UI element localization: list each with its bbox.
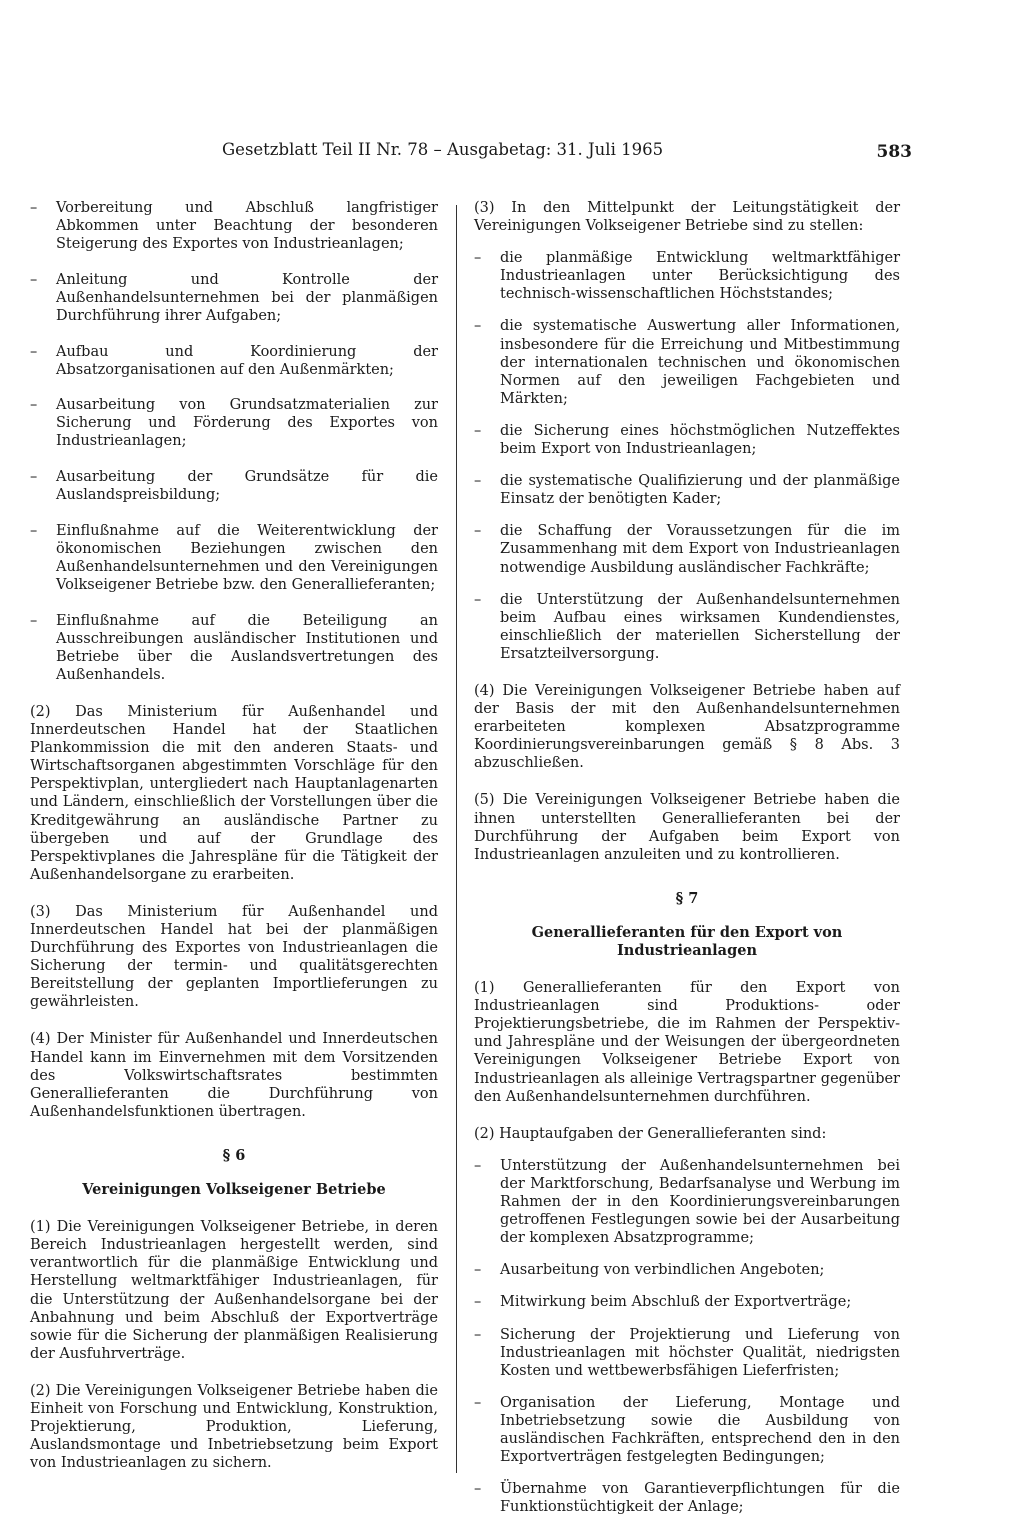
section-7-paragraph-2-intro: (2) Hauptaufgaben der Generallieferanten sind: bbox=[474, 1125, 827, 1142]
right-column bbox=[474, 199, 900, 1516]
paragraph-4: (4) Die Vereinigungen Volkseigener Betriebe haben auf der Basis der mit den Außenhandelsunternehmen erarbeiteten komplexen Absatzprogramme Koordinierungsvereinbarungen gemäß § 8 Abs. 3 abzuschließen. bbox=[474, 682, 900, 772]
header-title: Gesetzblatt Teil II Nr. 78 – Ausgabetag: 31. Juli 1965 bbox=[222, 140, 664, 159]
list-item: – Anleitung und Kontrolle der Außenhandelsunternehmen bei der planmäßigen Durchführung ihrer Aufgaben; bbox=[30, 271, 438, 324]
section-6-paragraph-2: (2) Die Vereinigungen Volkseigener Betriebe haben die Einheit von Forschung und Entwicklung, Konstruktion, Projektierung, Produktion, Lieferung, Auslandsmontage und Inbetriebsetzung beim Export von Industrieanlagen zu sichern. bbox=[30, 1382, 438, 1472]
section-7-title: Generallieferanten für den Export von Industrieanlagen bbox=[531, 923, 843, 959]
page-header bbox=[222, 140, 912, 166]
list-item: – Übernahme von Garantieverpflichtungen für die Funktionstüchtigkeit der Anlage; bbox=[474, 1481, 900, 1516]
list-item: – Ausarbeitung von verbindlichen Angeboten; bbox=[474, 1262, 825, 1279]
list-item: – Organisation der Lieferung, Montage und Inbetriebsetzung sowie die Ausbildung von ausländischen Fachkräften, entsprechend den in den Exportverträgen festgelegten Bedingungen; bbox=[474, 1394, 900, 1466]
column-divider bbox=[456, 205, 457, 1473]
paragraph-3: (3) Das Ministerium für Außenhandel und Innerdeutschen Handel hat bei der planmäßigen Durchführung des Exportes von Industrieanlagen die Sicherung der termin- und qualitätsgerechten Bereitstellung der geplanten Importlieferungen zu gewährleisten. bbox=[30, 903, 438, 1011]
list-item: – die systematische Qualifizierung und der planmäßige Einsatz der benötigten Kader; bbox=[474, 473, 900, 508]
list-item: – die Unterstützung der Außenhandelsunternehmen beim Aufbau eines wirksamen Kundendienstes, einschließlich der materiellen Sicherstellung der Ersatzteilversorgung. bbox=[474, 591, 900, 662]
list-item: – Einflußnahme auf die Weiterentwicklung der ökonomischen Beziehungen zwischen den Außenhandelsunternehmen und den Vereinigungen Volkseigener Betriebe bzw. den Generallieferanten; bbox=[30, 522, 438, 593]
left-column bbox=[30, 199, 438, 1472]
paragraph-5: (5) Die Vereinigungen Volkseigener Betriebe haben die ihnen unterstellten Generallieferanten bei der Durchführung der Aufgaben beim Export von Industrieanlagen anzuleiten und zu kontrollieren. bbox=[474, 792, 900, 863]
section-6-paragraph-1: (1) Die Vereinigungen Volkseigener Betriebe, in deren Bereich Industrieanlagen hergestellt werden, sind verantwortlich für die planmäßige Entwicklung und Herstellung weltmarktfähiger Industrieanlagen, für die Unterstützung der Außenhandelsorgane bei der Anbahnung und beim Abschluß der Exportverträge sowie für die Sicherung der planmäßigen Realisierung der Ausfuhrverträge. bbox=[30, 1219, 438, 1362]
list-item: – Sicherung der Projektierung und Lieferung von Industrieanlagen mit höchster Qualität, niedrigsten Kosten und wettbewerbsfähigen Lieferfristen; bbox=[474, 1326, 900, 1379]
list-item: – die Sicherung eines höchstmöglichen Nutzeffektes beim Export von Industrieanlagen; bbox=[474, 422, 900, 458]
section-7-mark: § 7 bbox=[675, 889, 699, 907]
list-item: – die planmäßige Entwicklung weltmarktfähiger Industrieanlagen unter Berücksichtigung des technisch-wissenschaftlichen Höchststandes; bbox=[474, 250, 900, 303]
section-7-paragraph-1: (1) Generallieferanten für den Export von Industrieanlagen sind Produktions- oder Projektierungsbetriebe, die im Rahmen der Perspektiv- und Jahrespläne und der Weisungen der übergeordneten Vereinigungen Volkseigener Betriebe Export von Industrieanlagen als alleinige Vertragspartner gegenüber den Außenhandelsunternehmen durchführen. bbox=[474, 980, 900, 1105]
list-item: – Mitwirkung beim Abschluß der Exportverträge; bbox=[474, 1294, 852, 1311]
section-6-mark: § 6 bbox=[222, 1146, 246, 1164]
paragraph-4: (4) Der Minister für Außenhandel und Innerdeutschen Handel kann im Einvernehmen mit dem Vorsitzenden des Volkswirtschaftsrates bestimmten Generallieferanten die Durchführung von Außenhandelsfunktionen übertragen. bbox=[30, 1031, 438, 1120]
paragraph-3-intro: (3) In den Mittelpunkt der Leitungstätigkeit der Vereinigungen Volkseigener Betriebe sind zu stellen: bbox=[474, 200, 900, 235]
list-item: – Aufbau und Koordinierung der Absatzorganisationen auf den Außenmärkten; bbox=[30, 343, 438, 378]
list-item: – die systematische Auswertung aller Informationen, insbesondere für die Erreichung und Mitbestimmung der internationalen technischen und ökonomischen Normen auf den jeweiligen Fachgebieten und Märkten; bbox=[474, 318, 900, 407]
list-item: – Ausarbeitung der Grundsätze für die Auslandspreisbildung; bbox=[30, 469, 438, 504]
list-item: – Vorbereitung und Abschluß langfristiger Abkommen unter Beachtung der besonderen Steigerung des Exportes von Industrieanlagen; bbox=[30, 200, 438, 253]
page-number: 583 bbox=[876, 142, 912, 162]
list-item: – Ausarbeitung von Grundsatzmaterialien zur Sicherung und Förderung des Exportes von Industrieanlagen; bbox=[30, 397, 438, 450]
paragraph-2: (2) Das Ministerium für Außenhandel und Innerdeutschen Handel hat der Staatlichen Plankommission die mit den anderen Staats- und Wirtschaftsorganen abgestimmten Vorschläge für den Perspektivplan, untergliedert nach Hauptanlagenarten und Ländern, einschließlich der Vorstellungen über die Kreditgewährung an ausländische Partner zu übergeben und auf der Grundlage des Perspektivplanes die Jahrespläne für die Tätigkeit der Außenhandelsorgane zu erarbeiten. bbox=[30, 703, 438, 883]
section-6-title: Vereinigungen Volkseigener Betriebe bbox=[82, 1181, 386, 1199]
list-item: – die Schaffung der Voraussetzungen für die im Zusammenhang mit dem Export von Industrieanlagen notwendige Ausbildung ausländischer Fachkräfte; bbox=[474, 523, 900, 576]
list-item: – Einflußnahme auf die Beteiligung an Ausschreibungen ausländischer Institutionen und Betriebe über die Auslandsvertretungen des Außenhandels. bbox=[30, 612, 438, 683]
list-item: – Unterstützung der Außenhandelsunternehmen bei der Marktforschung, Bedarfsanalyse und Werbung im Rahmen der in den Koordinierungsvereinbarungen getroffenen Festlegungen sowie bei der Ausarbeitung der komplexen Absatzprogramme; bbox=[474, 1157, 900, 1247]
